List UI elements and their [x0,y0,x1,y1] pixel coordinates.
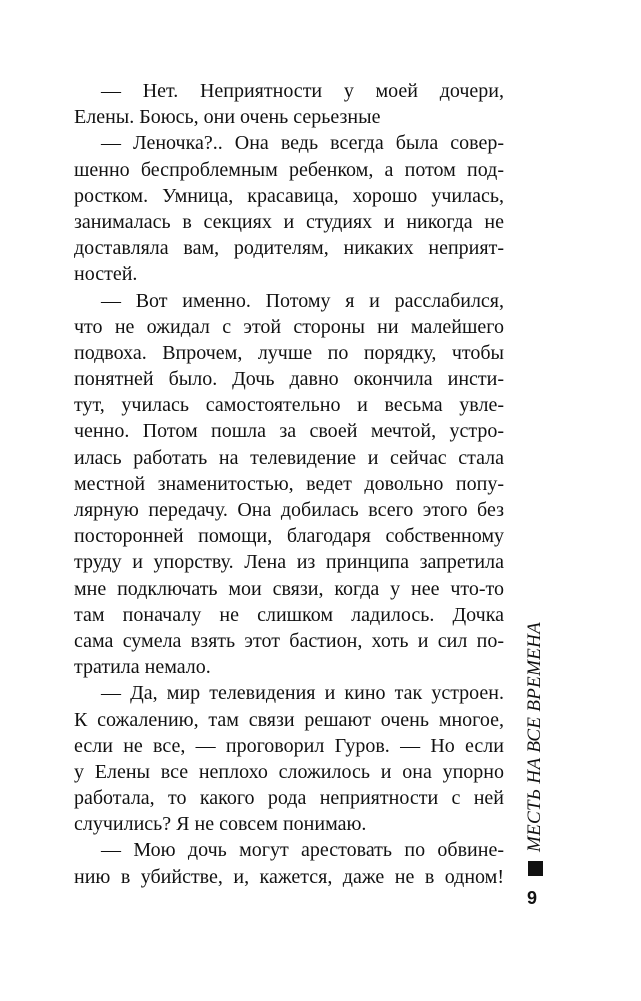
text-line: — Вот именно. Потому я и расслабился, [101,289,504,312]
text-line: — Мою дочь могут арестовать по обвине- [101,839,504,862]
running-title-text: МЕСТЬ НА ВСЕ ВРЕМЕНА [524,621,545,852]
text-line: — Нет. Неприятности у моей дочери, [101,80,504,102]
text-line: местной знаменитостью, ведет довольно попу- [74,472,504,495]
text-line: шенно беспроблемным ребенком, а потом под- [74,158,504,181]
text-line: — Леночка?.. Она ведь всегда была совер- [101,132,504,155]
body-text [74,78,504,890]
text-line: мне подключать мои связи, когда у нее что-то [74,577,504,600]
running-title [523,621,547,876]
text-line: тратила немало. [74,656,211,679]
text-line: лярную передачу. Она добилась всего этого без [74,499,504,521]
text-line: ростком. Умница, красавица, хорошо училась, [74,184,504,207]
text-line: там поначалу не слишком ладилось. Дочка [74,603,504,626]
text-line: труду и упорству. Лена из принципа запретила [74,551,504,574]
text-line: сама сумела взять этот бастион, хоть и сил по- [74,629,504,652]
text-line: у Елены все неплохо сложилось и она упорно [74,760,504,783]
text-line: тут, училась самостоятельно и весьма увле- [74,394,504,417]
text-line: занималась в секциях и студиях и никогда не [74,210,504,233]
text-line: илась работать на телевидение и сейчас стала [74,446,504,469]
text-line: К сожалению, там связи решают очень многое, [74,708,504,731]
text-line: что не ожидал с этой стороны ни малейшего [74,315,504,338]
text-line: ностей. [74,263,138,286]
text-line: случились? Я не совсем понимаю. [74,813,367,836]
square-bullet-icon [528,861,543,876]
text-line: посторонней помощи, благодаря собственному [74,525,504,548]
text-line: — Да, мир телевидения и кино так устроен. [101,682,504,705]
text-line: подвоха. Впрочем, лучше по порядку, чтобы [74,341,504,364]
page-number: 9 [526,888,537,908]
text-line: работала, то какого рода неприятности с ней [74,787,504,810]
text-line: если не все, — проговорил Гуров. — Но если [74,734,504,757]
text-line: понятней было. Дочь давно окончила инсти- [74,368,504,391]
text-line: Елены. Боюсь, они очень серьезные [74,106,381,129]
text-line: ченно. Потом пошла за своей мечтой, устро- [74,420,504,443]
text-line: нию в убийстве, и, кажется, даже не в одном! [74,865,504,888]
text-line: доставляла вам, родителям, никаких неприят- [74,237,504,260]
